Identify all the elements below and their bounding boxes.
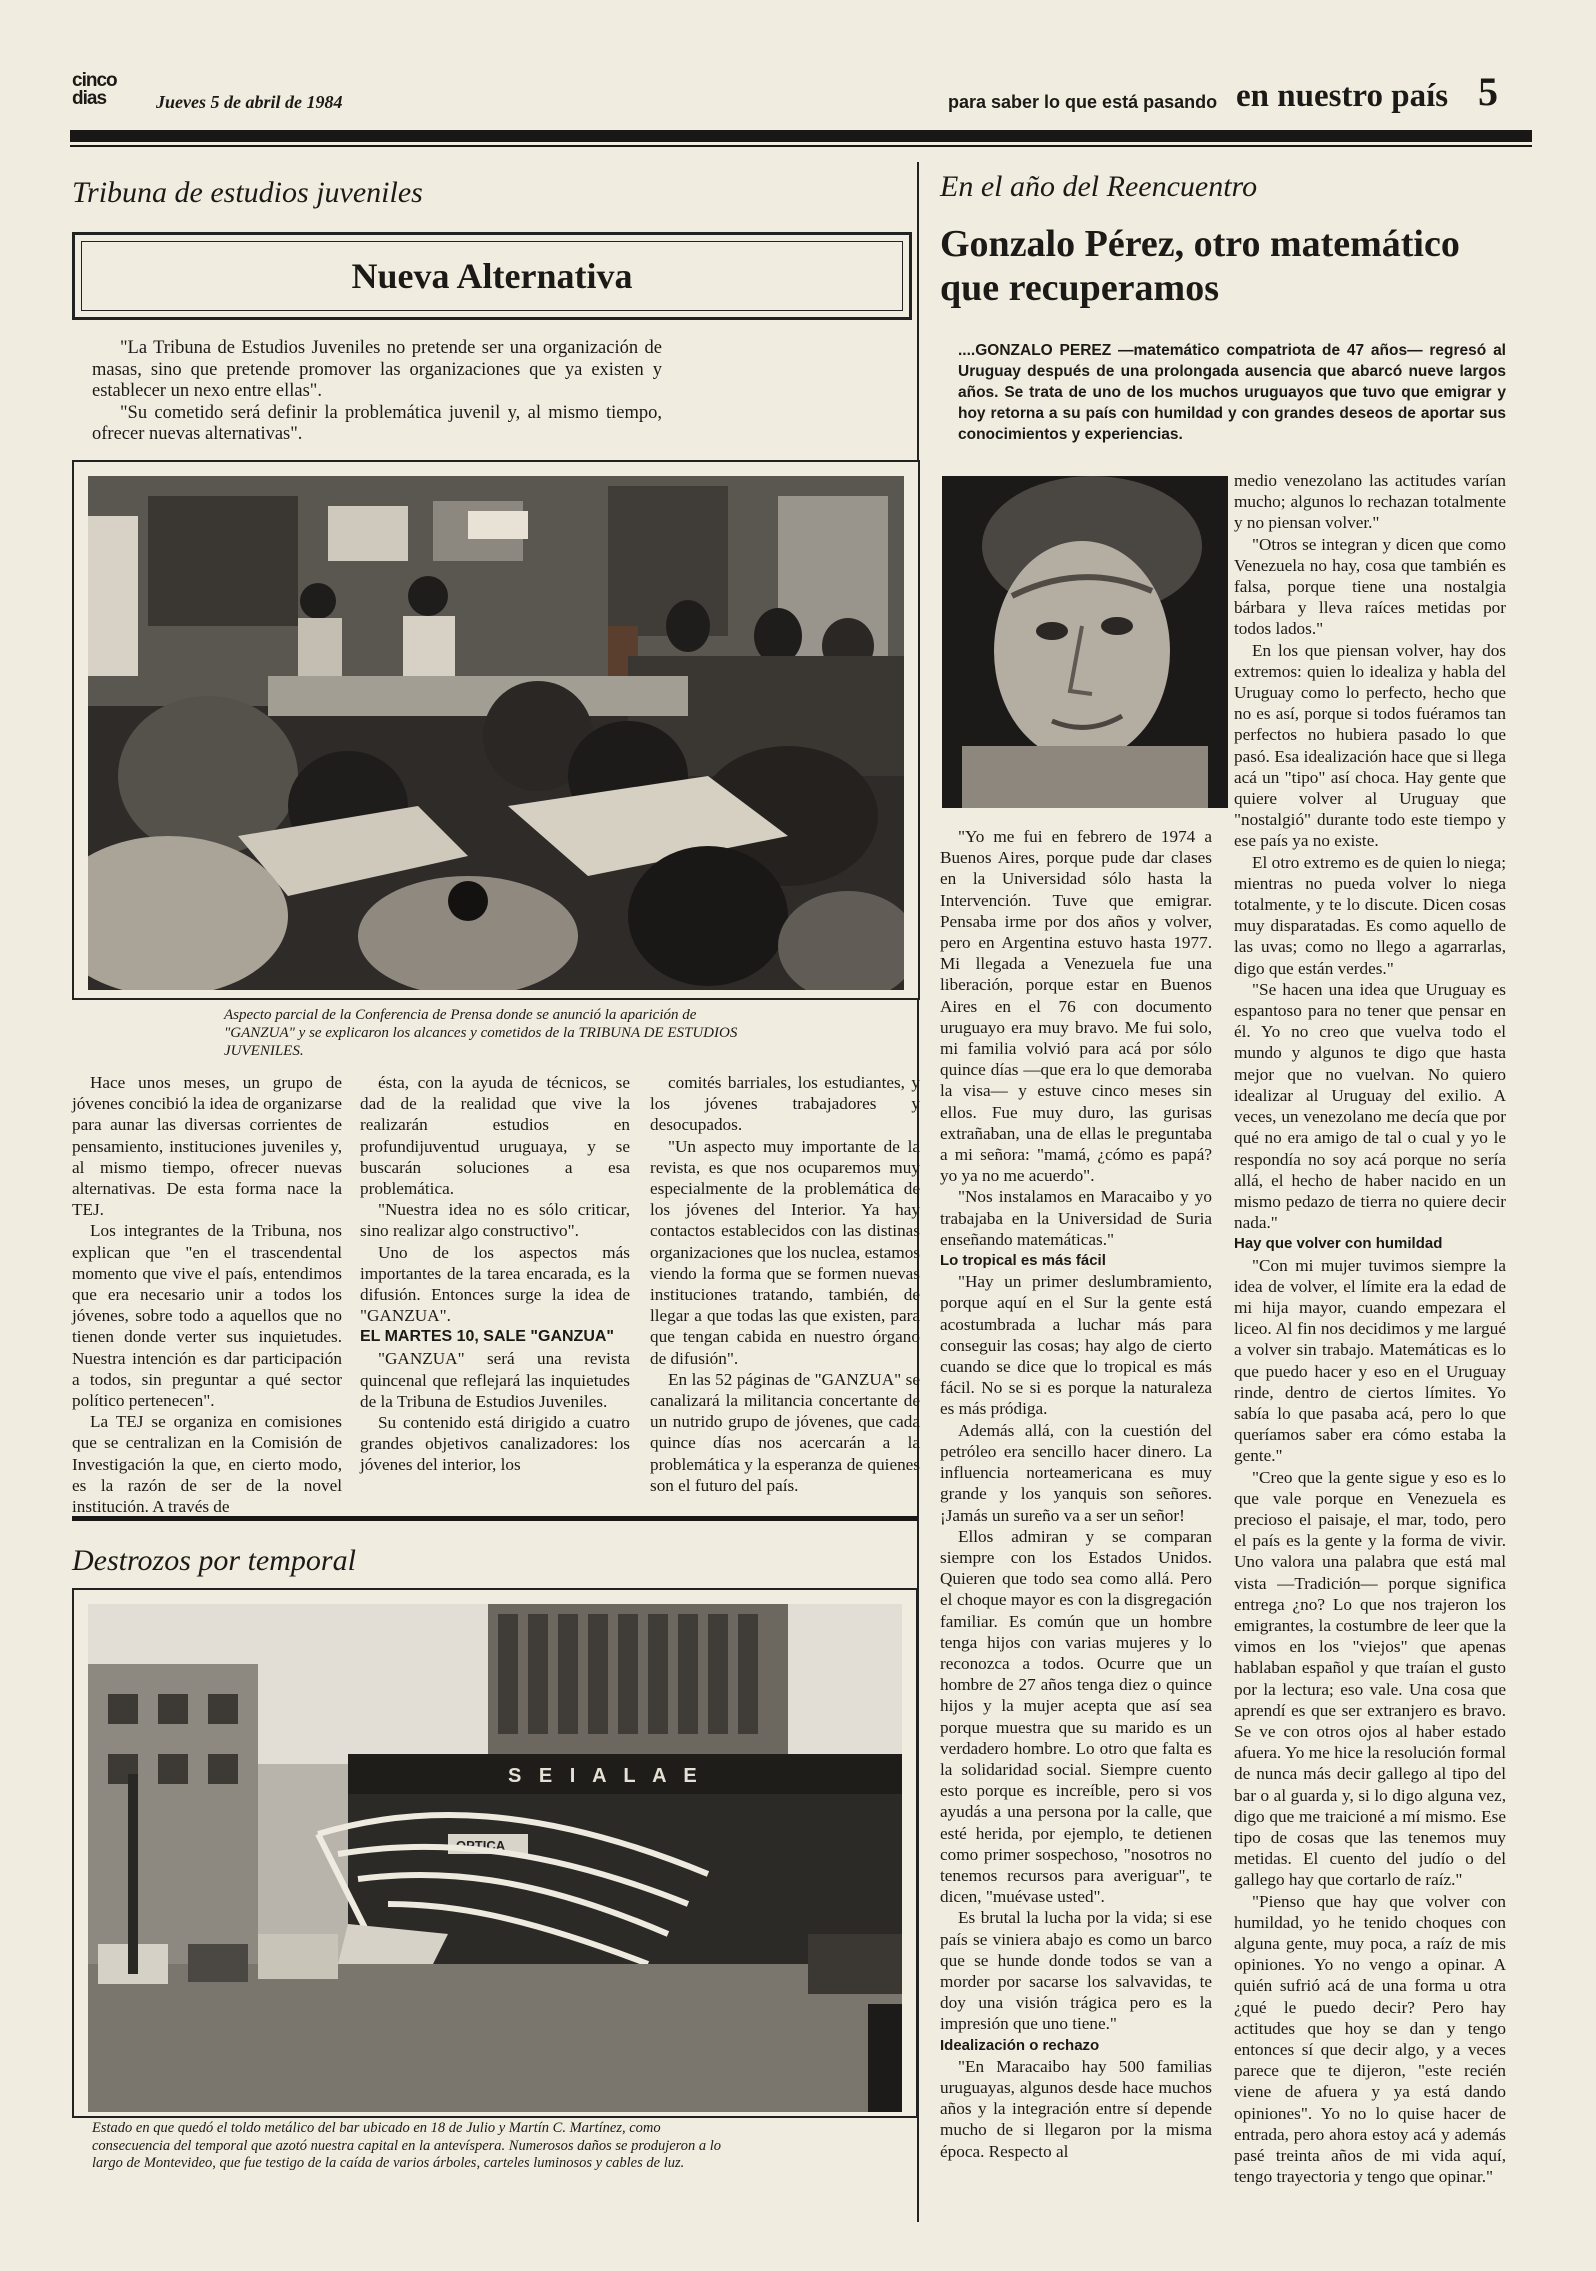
body-paragraph: Los integrantes de la Tribuna, nos explican que "en el trascendental momento que vive el país, entendimos que era necesario unir a todos los jóvenes, sobre todo a aquellos que no tienen donde verter sus inquietudes. Nuestra intención es dar participación a todos, sin preguntar a qué sector político pertenecen".	[72, 1221, 342, 1411]
section-rule	[72, 1516, 918, 1521]
right-article-col-2	[1234, 470, 1506, 2187]
right-article-title: Gonzalo Pérez, otro matemático que recuperamos	[940, 223, 1460, 309]
lead-paragraph: "La Tribuna de Estudios Juveniles no pretende ser una organización de masas, sino que pretende promover las organizaciones que ya existen y establecer un nexo entre ellas".	[92, 338, 662, 401]
body-paragraph: "Pienso que hay que volver con humildad, yo he tenido choques con alguna gente, muy poca, a raíz de mis opiniones. Yo no vengo a opinar. A quién sufrió acá de una forma u otra ¿qué le puedo decir? Pero hay actitudes que hoy se dan y tengo entonces sí que decir algo, y a veces parece que te dijeron, "este recién viene de afuera y ya está dando opiniones". Yo no lo quise hacer de entrada, pero ahora estoy acá y además pasé treinta años de mi vida aquí, tengo trayectoria y tengo que opinar."	[1234, 1891, 1506, 2187]
body-paragraph: En los que piensan volver, hay dos extremos: quien lo idealiza y habla del Uruguay como lo perfecto, hecho que no es así, porque si todos fuéramos tan perfectos no hubiera pasado lo que pasó. Esa idealización hace que si llega acá un "tipo" así choca. Hay gente que quiere volver al Uruguay que "nostalgió" durante todo este tiempo y ese país ya no existe.	[1234, 640, 1506, 851]
issue-date: Jueves 5 de abril de 1984	[156, 92, 343, 112]
header-rule	[70, 130, 1532, 142]
shop-sign-text: OPTICA	[456, 1838, 506, 1853]
body-paragraph: Uno de los aspectos más importantes de la tarea encarada, es la difusión. Entonces surge la idea de "GANZUA".	[360, 1242, 630, 1326]
portrait-image	[942, 476, 1228, 808]
left-article-col-2	[360, 1072, 630, 1476]
body-paragraph: El otro extremo es de quien lo niega; mientras no pueda volver lo niega totalmente, y te lo discute. Dicen cosas muy disparatadas. Es como aquello de las uvas; como no llego a agarrarlas, digo que están verdes."	[1234, 852, 1506, 978]
header-rule-thin	[70, 145, 1532, 147]
body-paragraph: Hace unos meses, un grupo de jóvenes concibió la idea de organizarse para aunar las diversas corrientes de pensamiento, instituciones juveniles y, al mismo tiempo, ofrecer nuevas alternativas. De esta forma nace la TEJ.	[72, 1073, 342, 1220]
body-paragraph: "Un aspecto muy importante de la revista, es que nos ocuparemos muy especialmente de la problemática de los jóvenes del Interior. Ya hay contactos establecidos con las distinas organizaciones que los nuclea, estamos viendo la forma que se formen nuevas instituciones tratando, también, de llegar a que todas las que existen, para que tengan cabida en nuestro órgano de difusión".	[650, 1136, 920, 1368]
newspaper-logo: cinco dias	[72, 70, 117, 109]
left-article-kicker: Tribuna de estudios juveniles	[72, 176, 423, 209]
subhead-humildad: Hay que volver con humildad	[1234, 1235, 1443, 1253]
body-paragraph: medio venezolano las actitudes varían mucho; algunos lo rechazan totalmente y no piensan volver."	[1234, 471, 1506, 533]
right-article-deck: ....GONZALO PEREZ —matemático compatriota de 47 años— regresó al Uruguay después de una prolongada ausencia que abarcó nueve largos años. Se trata de uno de los muchos uruguayos que tuvo que emigrar y hoy retorna a su país con humildad y con grandes deseos de aportar sus conocimientos y experiencias.	[958, 342, 1506, 443]
masthead-tagline: para saber lo que está pasando	[948, 92, 1218, 112]
gonzalo-perez-portrait	[942, 476, 1228, 808]
press-conference-photo	[88, 476, 904, 990]
subhead-idealizacion: Idealización o rechazo	[940, 2036, 1100, 2054]
body-paragraph: Además allá, con la cuestión del petróleo era sencillo hacer dinero. La influencia norteamericana es muy grande y los yanquis son señores. ¡Jamás un sureño va a ser un señor!	[940, 1420, 1212, 1525]
press-conference-caption: Aspecto parcial de la Conferencia de Prensa donde se anunció la aparición de "GANZUA" y se explicaron los alcances y cometidos de la TRIBUNA DE ESTUDIOS JUVENILES.	[224, 1007, 738, 1059]
body-paragraph: "Creo que la gente sigue y eso es lo que vale porque en Venezuela es precioso el paisaje, el mar, todo, pero el país es la gente y la forma de vivir. Uno valora una palabra que está mal vista —Tradición— porque significa entrega ¿no? Lo que nos trajeron los emigrantes, la costumbre de leer que la vimos en los "viejos" que apenas hablaban español y que traían el gusto por la lectura; eso vale. Una cosa que aprendí es que ser extranjero es bravo. Se ve con otros ojos al haber estado afuera. Yo me hice la resolución formal de nunca más decir gallego al tipo del bar o al guarda y, si lo digo alguna vez, digo que me traicioné a mí mismo. Ese tipo de cosas que las tenemos muy metidas. El cuento del judío o del gallego hay que cortarlo de raíz."	[1234, 1467, 1506, 1890]
body-paragraph: "Se hacen una idea que Uruguay es espantoso para no tener que pensar en él. Yo no creo que vuelva todo el mundo y algunos te digo que hasta mejor que no vuelvan. No quiero idealizar al Uruguay del exilio. A veces, un venezolano me decía que por qué no era amigo de tal o cual y yo le respondía no soy acá porque no sería allá, el hecho de haber nacido en un mismo pedazo de tierra no quiere decir nada."	[1234, 979, 1506, 1233]
storm-photo-caption: Estado en que quedó el toldo metálico del bar ubicado en 18 de Julio y Martín C. Martínez, como consecuencia del temporal que azotó nuestra capital en la antevíspera. Numerosos daños se produjeron a lo largo de Montevideo, que fue testigo de la caída de varios árboles, carteles luminosos y cables de luz.	[92, 2120, 722, 2171]
left-article-col-3	[650, 1072, 920, 1496]
body-paragraph: "Nuestra idea no es sólo criticar, sino realizar algo constructivo".	[360, 1200, 630, 1241]
bar-sign-text: S E I A L A E	[508, 1765, 703, 1787]
body-paragraph: Es brutal la lucha por la vida; si ese país se viniera abajo es como un barco que se hunde donde todos se van a morder por sacarse los salvavidas, te doy una visión trágica pero es la impresión que uno tiene."	[940, 1908, 1212, 2034]
left-article-title: Nueva Alternativa	[81, 241, 903, 311]
left-article-col-1	[72, 1072, 342, 1517]
storm-article-kicker: Destrozos por temporal	[72, 1544, 356, 1577]
body-paragraph: "Con mi mujer tuvimos siempre la idea de volver, el límite era la edad de mi hija mayor, cuando empezara el liceo. Al fin nos decidimos y me largué a volver sin trabajo. Matemáticas es lo que puedo hacer y eso en el Uruguay rinde, dentro de ciertos límites. Yo sabía lo que pasaba acá, pero lo que queríamos saber era cómo estaba la gente."	[1234, 1255, 1506, 1466]
body-paragraph: ésta, con la ayuda de técnicos, se dad de la realidad que vive la realizarán estudios en profundijuventud uruguaya, y se buscarán soluciones a esa problemática.	[360, 1073, 630, 1199]
left-article-lead	[92, 338, 662, 446]
lead-paragraph: "Su cometido será definir la problemática juvenil y, al mismo tiempo, ofrecer nuevas alternativas".	[92, 402, 662, 444]
body-paragraph: "GANZUA" será una revista quincenal que reflejará las inquietudes de la Tribuna de Estudios Juveniles.	[360, 1349, 630, 1411]
body-paragraph: La TEJ se organiza en comisiones que se centralizan en la Comisión de Investigación la que, en cierto modo, es la razón de ser de la novel institución. A través de	[72, 1412, 342, 1517]
page-number: 5	[1478, 69, 1498, 114]
storm-photo	[88, 1604, 902, 2112]
body-paragraph: "En Maracaibo hay 500 familias uruguayas, algunos desde hace muchos años y la integración entre sí depende mucho de si llegaron por la misma época. Respecto al	[940, 2056, 1212, 2161]
body-paragraph: "Hay un primer deslumbramiento, porque aquí en el Sur la gente está acostumbrada a luchar más para conseguir las cosas; hay algo de cierto cuando se dice que lo tropical es más fácil. No se si es porque la naturaleza es más pródiga.	[940, 1272, 1212, 1419]
right-article-col-1	[940, 826, 1212, 2162]
body-paragraph: "Yo me fui en febrero de 1974 a Buenos Aires, porque pude dar clases en la Universidad sólo hasta la Intervención. Tuve que emigrar. Pensaba irme por dos años y volver, pero en Argentina estuvo hasta 1977. Mi llegada a Venezuela fue una liberación, porque estar en Buenos Aires en el 76 con documento uruguayo era muy bravo. Me fui solo, mi familia volvió para acá por sólo quince días —que era lo que demoraba la visa— y estuve cinco meses sin ellos. Fue muy duro, las gurisas extrañaban, una de ellas le preguntaba a mi señora: "mamá, ¿cómo es papá? yo ya no me acuerdo".	[940, 827, 1212, 1186]
body-paragraph: comités barriales, los estudiantes, y los jóvenes trabajadores y desocupados.	[650, 1073, 920, 1135]
ganzua-subhead: EL MARTES 10, SALE "GANZUA"	[360, 1328, 615, 1346]
press-conference-image	[88, 476, 904, 990]
body-paragraph: "Otros se integran y dicen que como Venezuela no hay, cosa que también es falsa, porque tiene una nostalgia bárbara y lleva raíces metidas por todos lados."	[1234, 534, 1506, 639]
body-paragraph: En las 52 páginas de "GANZUA" se canalizará la militancia concertante de un nutrido grupo de jóvenes, que cada quince días nos acercarán a la problemática y la esperanza de quienes son el futuro del país.	[650, 1369, 920, 1495]
body-paragraph: Ellos admiran y se comparan siempre con los Estados Unidos. Quieren que todo sea como allá. Pero el choque mayor es con la disgregación familiar. Es común que un hombre tenga hijos con varias mujeres y lo reconozca a todos. Ocurre que un hombre de 27 años tenga diez o quince hijos y la mujer acepta que así sea porque muestra que su marido es un verdadero hombre. Lo otro que falta es la solidaridad social. Siempre cuento esto porque es increíble, pero si vos ayudás a una persona por la calle, que esté herida, por ejemplo, te detienen como primer sospechoso, "nosotros no tenemos recursos para averiguar", te dicen, "muévase usted".	[940, 1526, 1212, 1907]
body-paragraph: "Nos instalamos en Maracaibo y yo trabajaba en la Universidad de Suria enseñando matemáticas."	[940, 1187, 1212, 1249]
damaged-awning-image	[88, 1604, 902, 2112]
left-article-title-box	[72, 232, 912, 320]
right-article-kicker: En el año del Reencuentro	[940, 170, 1258, 203]
subhead-tropical: Lo tropical es más fácil	[940, 1252, 1106, 1270]
body-paragraph: Su contenido está dirigido a cuatro grandes objetivos canalizadores: los jóvenes del interior, los	[360, 1413, 630, 1475]
section-title: en nuestro país	[1236, 78, 1449, 114]
